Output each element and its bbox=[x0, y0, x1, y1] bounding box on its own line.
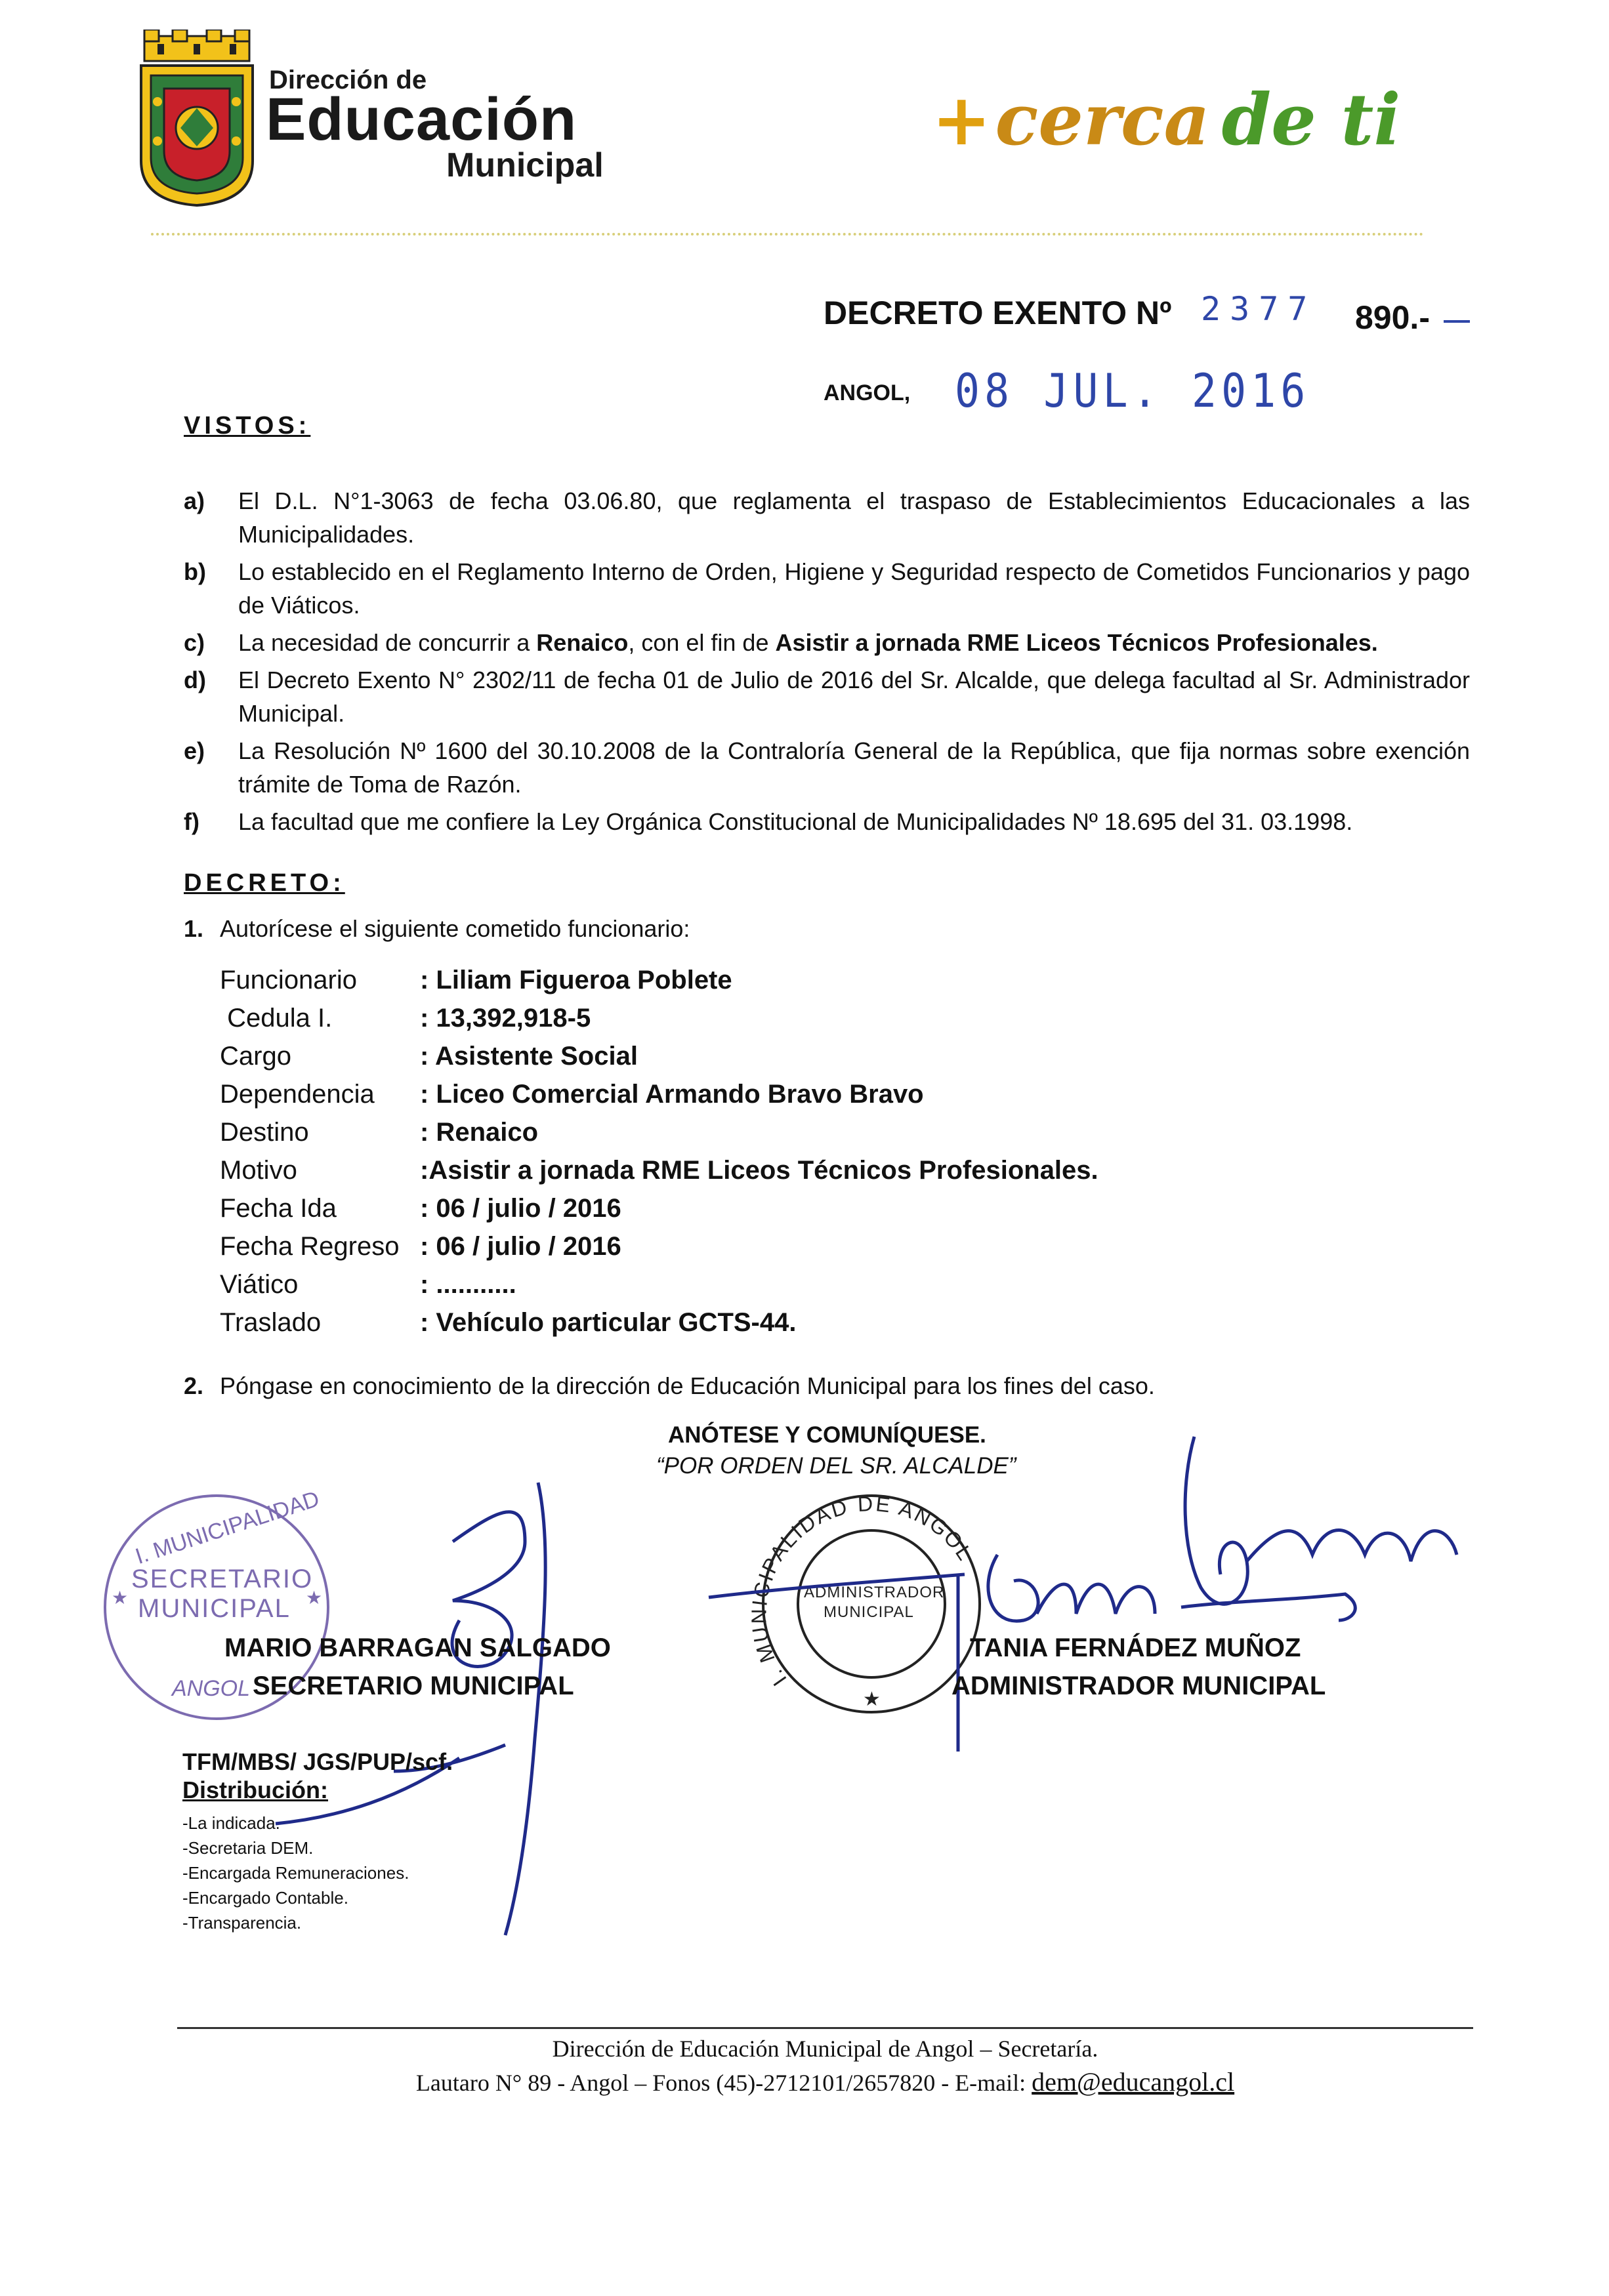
left-seal-mid2: MUNICIPAL bbox=[138, 1594, 291, 1623]
stamped-date: 08 JUL. 2016 bbox=[955, 364, 1310, 418]
field-label: Dependencia bbox=[220, 1080, 375, 1109]
field-label: Fecha Ida bbox=[220, 1194, 337, 1223]
item-label: d) bbox=[184, 666, 206, 693]
article-text: Póngase en conocimiento de la dirección de Educación Municipal para los fines del caso. bbox=[220, 1372, 1155, 1399]
field-label: Traslado bbox=[220, 1308, 322, 1337]
administrador-signature-scribble bbox=[709, 1437, 1457, 1752]
footer-address: Lautaro N° 89 - Angol – Fonos (45)-2712101/2657820 - E-mail: bbox=[415, 2070, 1032, 2096]
field-row bbox=[220, 1151, 1098, 1189]
field-row bbox=[220, 1303, 1098, 1342]
field-value: : Vehículo particular GCTS-44. bbox=[420, 1308, 797, 1337]
vistos-item bbox=[184, 484, 1470, 551]
item-text: El Decreto Exento N° 2302/11 de fecha 01 de Julio de 2016 del Sr. Alcalde, que delega facultad al Sr. Administrador Municipal. bbox=[238, 666, 1470, 727]
distribution-item: -La indicada. bbox=[182, 1813, 280, 1833]
brand-line-educacion: Educación bbox=[266, 86, 577, 153]
closing-anotese: ANÓTESE Y COMUNÍQUESE. bbox=[668, 1422, 986, 1448]
decree-title: DECRETO EXENTO Nº bbox=[824, 295, 1172, 331]
item-text-pre: La necesidad de concurrir a bbox=[238, 629, 537, 656]
article-number: 2. bbox=[184, 1372, 204, 1399]
distribution-item: -Encargado Contable. bbox=[182, 1888, 348, 1908]
article-text: Autorícese el siguiente cometido funcionario: bbox=[220, 915, 690, 942]
item-text: La Resolución Nº 1600 del 30.10.2008 de la Contraloría General de la República, que fija normas sobre exención trámite de Toma de Razón. bbox=[238, 737, 1470, 798]
distribution-item: -Encargada Remuneraciones. bbox=[182, 1863, 409, 1883]
field-row bbox=[220, 1037, 1098, 1075]
field-value: : Asistente Social bbox=[420, 1042, 638, 1071]
item-text: El D.L. N°1-3063 de fecha 03.06.80, que reglamenta el traspaso de Establecimientos Educacionales a las Municipalidades. bbox=[238, 487, 1470, 548]
closing-por-orden: “POR ORDEN DEL SR. ALCALDE” bbox=[656, 1453, 1016, 1479]
field-label: Cargo bbox=[220, 1042, 291, 1071]
item-label: f) bbox=[184, 808, 199, 835]
left-signatory-title: SECRETARIO MUNICIPAL bbox=[253, 1671, 574, 1700]
coat-of-arms-logo bbox=[135, 30, 259, 207]
stamped-number: 2377 bbox=[1201, 290, 1317, 328]
field-row bbox=[220, 1075, 1098, 1113]
left-signatory-name: MARIO BARRAGAN SALGADO bbox=[224, 1633, 611, 1662]
field-value: :Asistir a jornada RME Liceos Técnicos Profesionales. bbox=[420, 1156, 1098, 1185]
field-label: Cedula I. bbox=[220, 1004, 333, 1033]
right-seal-ring-path: I. MUNICIPALIDAD DE ANGOL bbox=[747, 1491, 978, 1691]
distribution-item: -Transparencia. bbox=[182, 1913, 302, 1933]
item-text-motivo: Asistir a jornada RME Liceos Técnicos Profesionales. bbox=[775, 629, 1378, 656]
reference-initials: TFM/MBS/ JGS/PUP/scf. bbox=[182, 1748, 453, 1775]
item-text-mid: , con el fin de bbox=[628, 629, 776, 656]
vistos-item bbox=[184, 805, 1470, 838]
handwritten-dash bbox=[1444, 320, 1470, 323]
field-value: : Renaico bbox=[420, 1118, 539, 1147]
right-signatory-name: TANIA FERNÁDEZ MUÑOZ bbox=[970, 1633, 1301, 1662]
footer-contact bbox=[177, 2066, 1473, 2097]
article-1 bbox=[184, 915, 690, 943]
left-seal-bottom: ANGOL bbox=[172, 1676, 251, 1701]
vistos-item bbox=[184, 663, 1470, 730]
footer-office: Dirección de Educación Municipal de Angol – Secretaría. bbox=[552, 2036, 1098, 2062]
field-label: Destino bbox=[220, 1118, 309, 1147]
field-value: : ........... bbox=[420, 1270, 516, 1299]
administrador-seal bbox=[763, 1496, 980, 1712]
field-value: : 06 / julio / 2016 bbox=[420, 1194, 621, 1223]
vistos-list bbox=[184, 484, 1470, 838]
slogan bbox=[932, 79, 1400, 161]
header-divider bbox=[151, 233, 1424, 236]
slogan-de-ti: de ti bbox=[1221, 79, 1401, 161]
right-seal-ring-text bbox=[747, 1492, 978, 1691]
footer-email-link[interactable]: dem@educangol.cl bbox=[1032, 2067, 1235, 2097]
item-label: c) bbox=[184, 629, 205, 656]
item-text: La facultad que me confiere la Ley Orgánica Constitucional de Municipalidades Nº 18.695 del 31. 03.1998. bbox=[238, 808, 1353, 835]
cometido-fields bbox=[220, 961, 1098, 1342]
field-row bbox=[220, 1189, 1098, 1227]
distribution-item: -Secretaria DEM. bbox=[182, 1838, 314, 1858]
slogan-plus: + bbox=[932, 79, 992, 161]
distribution-heading: Distribución: bbox=[182, 1776, 328, 1803]
item-text bbox=[238, 626, 1470, 659]
item-text-destino: Renaico bbox=[536, 629, 629, 656]
item-label: e) bbox=[184, 737, 205, 764]
field-row bbox=[220, 1227, 1098, 1265]
field-label: Fecha Regreso bbox=[220, 1232, 400, 1261]
item-label: a) bbox=[184, 487, 205, 514]
item-label: b) bbox=[184, 558, 206, 585]
right-seal-mid2: MUNICIPAL bbox=[824, 1603, 914, 1621]
vistos-item bbox=[184, 626, 1470, 659]
item-text: Lo establecido en el Reglamento Interno de Orden, Higiene y Seguridad respecto de Cometidos Funcionarios y pago de Viáticos. bbox=[238, 558, 1470, 619]
decree-city: ANGOL, bbox=[824, 380, 911, 405]
vistos-item bbox=[184, 555, 1470, 622]
right-seal-star-icon: ★ bbox=[863, 1688, 881, 1711]
field-value: : 06 / julio / 2016 bbox=[420, 1232, 621, 1261]
decreto-heading: DECRETO: bbox=[184, 869, 345, 897]
article-number: 1. bbox=[184, 915, 204, 942]
left-seal-star-icon: ★ bbox=[112, 1587, 129, 1609]
right-signatory-title: ADMINISTRADOR MUNICIPAL bbox=[951, 1671, 1326, 1700]
field-label: Funcionario bbox=[220, 966, 358, 994]
decree-number: 890.- bbox=[1355, 299, 1430, 336]
vistos-heading: VISTOS: bbox=[184, 412, 311, 440]
field-row bbox=[220, 961, 1098, 999]
field-row bbox=[220, 1265, 1098, 1303]
brand-line-direccion: Dirección de bbox=[269, 66, 427, 94]
left-seal-mid1: SECRETARIO bbox=[131, 1565, 314, 1593]
field-label: Viático bbox=[220, 1270, 299, 1299]
slogan-cerca: cerca bbox=[995, 79, 1210, 161]
brand-line-municipal: Municipal bbox=[446, 146, 604, 184]
footer-divider bbox=[177, 2027, 1473, 2029]
field-value: : Liliam Figueroa Poblete bbox=[420, 966, 732, 994]
vistos-item bbox=[184, 734, 1470, 801]
field-label: Motivo bbox=[220, 1156, 297, 1185]
right-seal-mid1: ADMINISTRADOR bbox=[804, 1584, 945, 1601]
field-value: : 13,392,918-5 bbox=[420, 1004, 591, 1033]
left-seal-star-icon: ★ bbox=[306, 1587, 323, 1609]
left-seal-top-text: I. MUNICIPALIDAD bbox=[132, 1486, 323, 1570]
distribution-list bbox=[182, 1811, 409, 1935]
field-row bbox=[220, 999, 1098, 1037]
field-value: : Liceo Comercial Armando Bravo Bravo bbox=[420, 1080, 924, 1109]
article-2 bbox=[184, 1372, 1155, 1400]
field-row bbox=[220, 1113, 1098, 1151]
